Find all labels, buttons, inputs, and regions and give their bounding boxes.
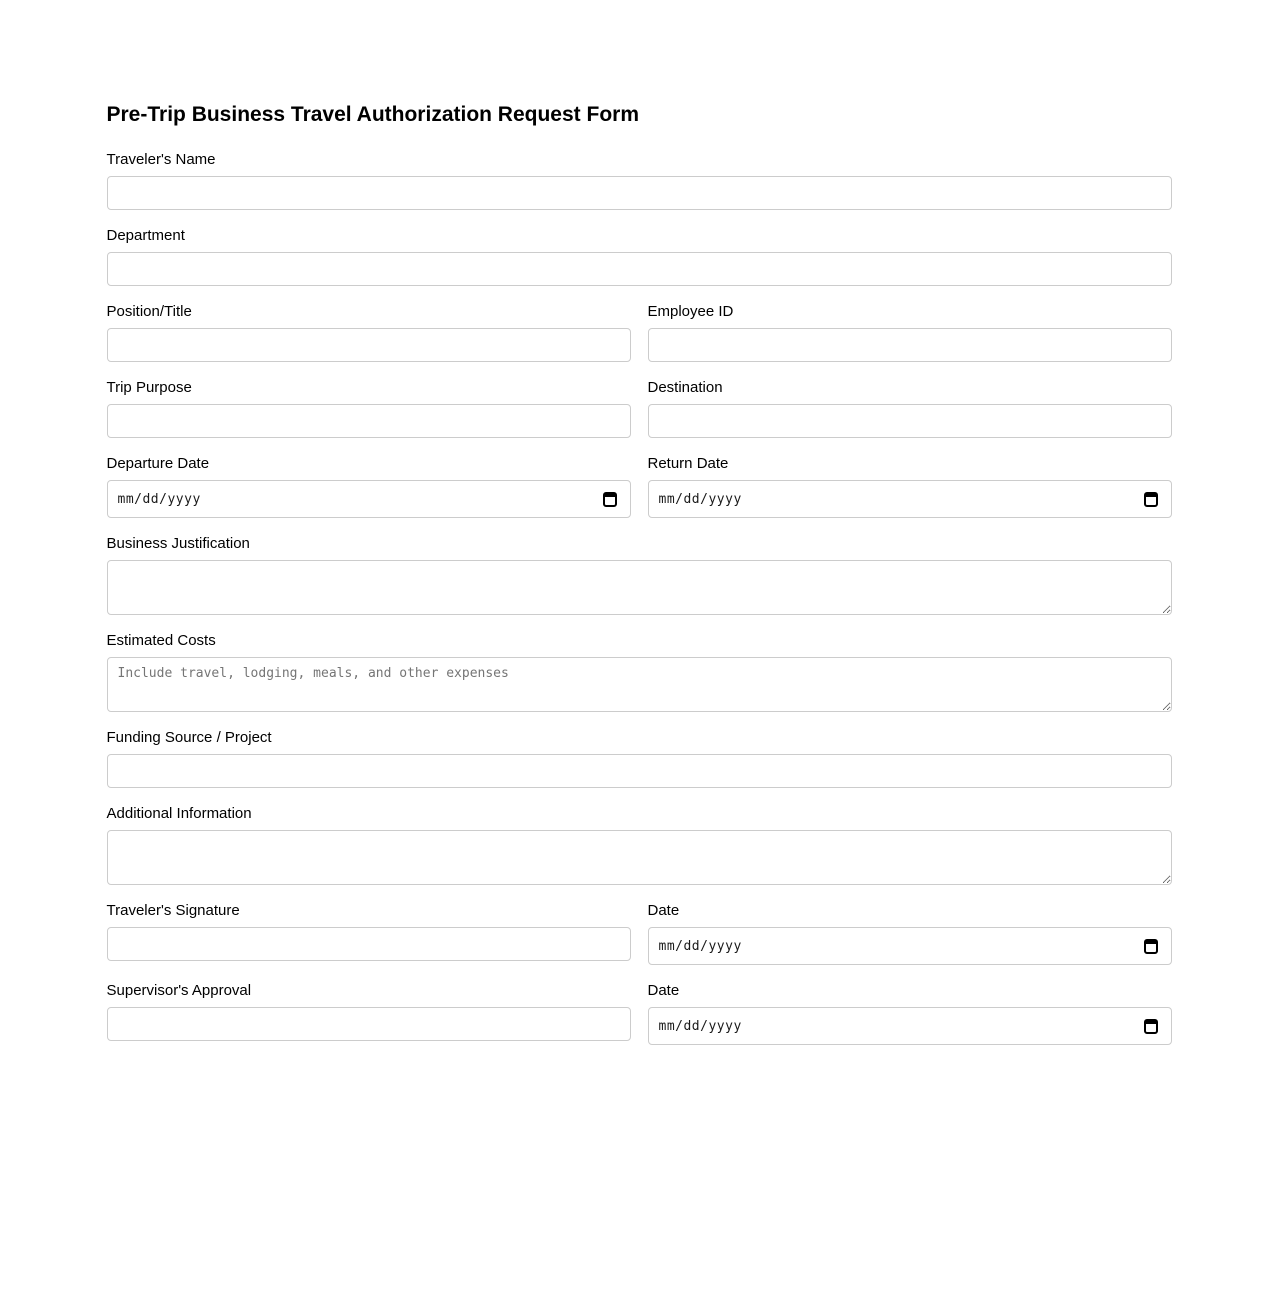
traveler-signature-date-label: Date (647, 902, 680, 920)
funding-source-label: Funding Source / Project (106, 729, 272, 747)
funding-source-group (107, 729, 1172, 788)
traveler-signature-date-group (648, 902, 1172, 965)
supervisor-approval-date-label: Date (647, 982, 680, 1000)
page-title: Pre-Trip Business Travel Authorization Request Form (106, 103, 639, 126)
calendar-icon[interactable] (1144, 492, 1158, 507)
business-justification-textarea[interactable] (107, 560, 1172, 615)
supervisor-approval-date-input[interactable] (648, 1007, 1172, 1045)
employee-id-input[interactable] (648, 328, 1172, 362)
supervisor-approval-row (107, 982, 1172, 1045)
department-label: Department (106, 227, 185, 245)
calendar-icon[interactable] (1144, 939, 1158, 954)
return-date-label: Return Date (647, 455, 729, 473)
employee-id-label: Employee ID (647, 303, 734, 321)
destination-label: Destination (647, 379, 723, 397)
travel-authorization-form (107, 0, 1172, 1045)
purpose-destination-row (107, 379, 1172, 438)
funding-source-input[interactable] (107, 754, 1172, 788)
department-group (107, 227, 1172, 286)
traveler-signature-input[interactable] (107, 927, 631, 961)
business-justification-group (107, 535, 1172, 615)
return-date-placeholder: mm/dd/yyyy (658, 491, 742, 507)
traveler-name-label: Traveler's Name (106, 151, 216, 169)
supervisor-approval-date-group (648, 982, 1172, 1045)
traveler-name-group (107, 151, 1172, 210)
departure-date-input[interactable] (107, 480, 631, 518)
departure-date-label: Departure Date (106, 455, 210, 473)
additional-information-textarea[interactable] (107, 830, 1172, 885)
trip-purpose-label: Trip Purpose (106, 379, 192, 397)
traveler-signature-row (107, 902, 1172, 965)
traveler-signature-date-input[interactable] (648, 927, 1172, 965)
position-title-group (107, 303, 631, 362)
department-input[interactable] (107, 252, 1172, 286)
traveler-signature-date-placeholder: mm/dd/yyyy (658, 938, 742, 954)
employee-id-group (648, 303, 1172, 362)
supervisor-approval-input[interactable] (107, 1007, 631, 1041)
traveler-name-input[interactable] (107, 176, 1172, 210)
calendar-icon[interactable] (603, 492, 617, 507)
return-date-input[interactable] (648, 480, 1172, 518)
destination-input[interactable] (648, 404, 1172, 438)
dates-row (107, 455, 1172, 518)
supervisor-approval-label: Supervisor's Approval (106, 982, 252, 1000)
position-employee-row (107, 303, 1172, 362)
trip-purpose-group (107, 379, 631, 438)
estimated-costs-label: Estimated Costs (106, 632, 216, 650)
estimated-costs-group (107, 632, 1172, 712)
trip-purpose-input[interactable] (107, 404, 631, 438)
traveler-signature-label: Traveler's Signature (106, 902, 240, 920)
destination-group (648, 379, 1172, 438)
supervisor-approval-date-placeholder: mm/dd/yyyy (658, 1018, 742, 1034)
additional-information-group (107, 805, 1172, 885)
business-justification-label: Business Justification (106, 535, 250, 553)
departure-date-group (107, 455, 631, 518)
position-title-label: Position/Title (106, 303, 192, 321)
estimated-costs-textarea[interactable] (107, 657, 1172, 712)
position-title-input[interactable] (107, 328, 631, 362)
traveler-signature-group (107, 902, 631, 965)
return-date-group (648, 455, 1172, 518)
calendar-icon[interactable] (1144, 1019, 1158, 1034)
additional-information-label: Additional Information (106, 805, 252, 823)
supervisor-approval-group (107, 982, 631, 1045)
departure-date-placeholder: mm/dd/yyyy (117, 491, 201, 507)
